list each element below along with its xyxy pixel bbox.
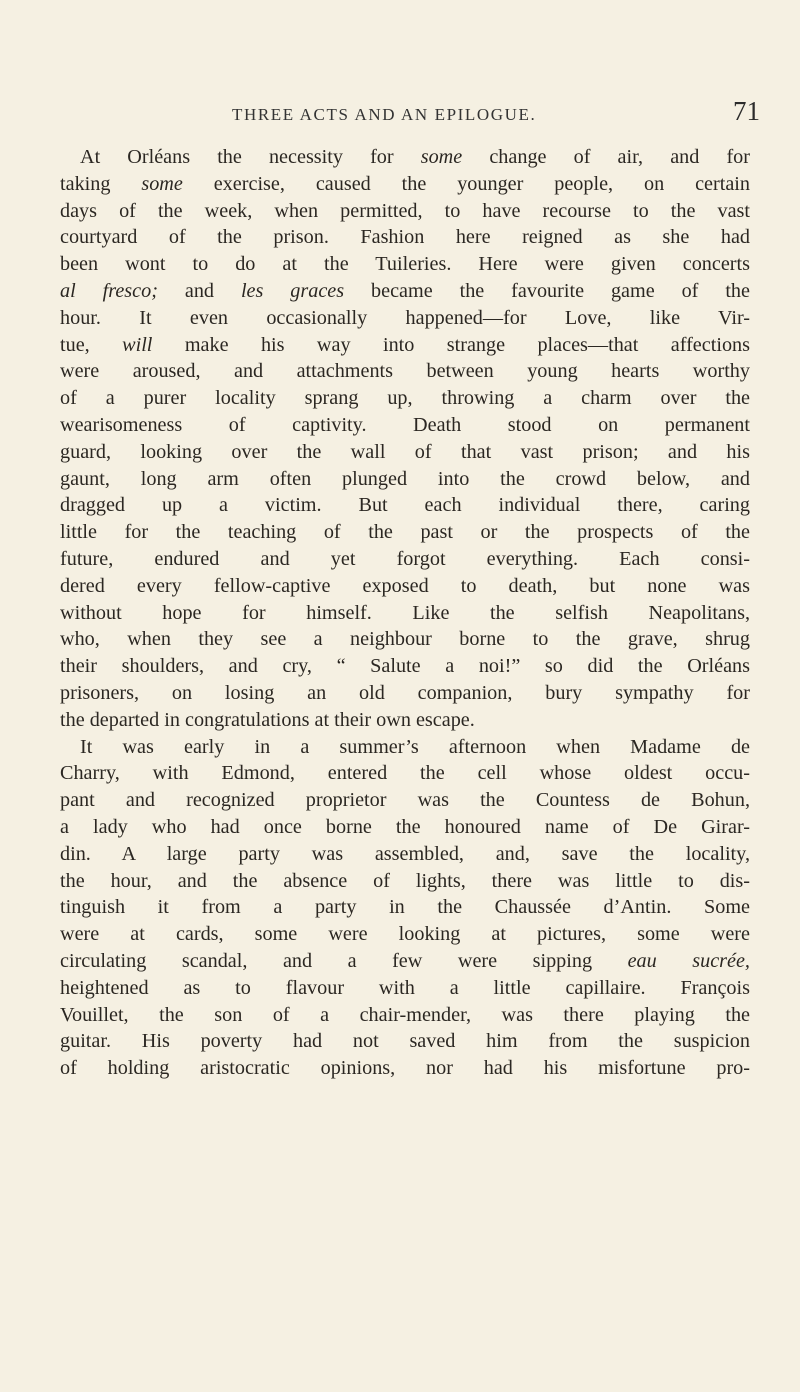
text-line [60,894,750,921]
text-run: dered every fellow-captive exposed to death, but none was [60,574,750,597]
text-run: guard, looking over the wall of that vast prison; and his [60,440,750,463]
text-run: of holding aristocratic opinions, nor had his misfortune pro- [60,1057,750,1080]
text-run: without hope for himself. Like the selfish Neapolitans, [60,601,750,624]
text-run: tue, [60,333,123,356]
text-line [60,412,750,439]
text-line [60,466,750,493]
text-line [60,814,750,841]
text-line [60,868,750,895]
text-line [60,144,750,171]
text-run: circulating scandal, and a few were sipping [60,949,628,972]
text-line [60,385,750,412]
body-text [60,144,750,1082]
text-run: prisoners, on losing an old companion, bury sympathy for [60,681,750,704]
text-run: future, endured and yet forgot everything. Each consi- [60,547,750,570]
text-line [60,1028,750,1055]
text-run: make his way into strange places—that affections [152,333,750,356]
text-run: the hour, and the absence of lights, there was little to dis- [60,869,750,892]
italic-text: eau sucrée, [627,949,750,972]
text-run: pant and recognized proprietor was the Countess de Bohun, [60,789,750,812]
italic-text: al fresco; [60,279,158,302]
text-line [60,573,750,600]
text-run: became the favourite game of the [344,279,750,302]
text-run: their shoulders, and cry, “ Salute a noi!” so did the Orléans [60,655,750,678]
text-line [60,198,750,225]
text-run: the departed in congratulations at their own escape. [60,708,475,731]
text-line [60,171,750,198]
text-line [60,332,750,359]
text-line [60,224,750,251]
text-run: and [157,279,241,302]
text-line [60,921,750,948]
text-run: Vouillet, the son of a chair-mender, was there playing the [60,1003,750,1026]
text-run: were aroused, and attachments between young hearts worthy [60,360,750,383]
text-run: wearisomeness of captivity. Death stood on permanent [60,413,750,436]
text-line [60,600,750,627]
text-line [60,492,750,519]
text-run: tinguish it from a party in the Chaussée d’Antin. Some [60,896,750,919]
text-line [60,305,750,332]
running-head [60,96,760,136]
text-run: gaunt, long arm often plunged into the crowd below, and [60,467,750,490]
text-line [60,358,750,385]
text-run: of a purer locality sprang up, throwing a charm over the [60,387,750,410]
text-line [60,251,750,278]
running-title: THREE ACTS AND AN EPILOGUE. [232,105,537,124]
page-number: 71 [733,96,760,126]
text-line [60,626,750,653]
text-run: exercise, caused the younger people, on certain [182,172,750,195]
text-run: taking [60,172,142,195]
text-line [60,707,750,734]
text-run: At Orléans the necessity for [80,146,421,168]
text-run: a lady who had once borne the honoured name of De Girar- [60,815,750,838]
italic-text: some [141,172,183,195]
text-run: days of the week, when permitted, to have recourse to the vast [60,199,750,222]
text-line [60,734,750,761]
text-run: change of air, and for [462,146,750,168]
text-line [60,948,750,975]
text-line [60,653,750,680]
text-run: hour. It even occasionally happened—for Love, like Vir- [60,306,750,329]
text-run: It was early in a summer’s afternoon when Madame de [80,735,750,758]
text-line [60,680,750,707]
text-run: Charry, with Edmond, entered the cell whose oldest occu- [60,762,750,785]
text-run: been wont to do at the Tuileries. Here were given concerts [60,253,750,276]
italic-text: will [122,333,153,356]
text-line [60,519,750,546]
text-line [60,787,750,814]
text-line [60,1002,750,1029]
text-line [60,278,750,305]
text-run: who, when they see a neighbour borne to the grave, shrug [60,628,750,651]
text-line [60,1055,750,1082]
text-line [60,841,750,868]
text-run: guitar. His poverty had not saved him from the suspicion [60,1030,750,1053]
text-run: heightened as to flavour with a little capillaire. François [60,976,750,999]
text-line [60,546,750,573]
text-run: were at cards, some were looking at pictures, some were [60,923,750,946]
text-run: courtyard of the prison. Fashion here reigned as she had [60,226,750,249]
italic-text: some [420,146,463,168]
text-line [60,760,750,787]
text-line [60,975,750,1002]
text-run: din. A large party was assembled, and, save the locality, [60,842,750,865]
text-run: little for the teaching of the past or the prospects of the [60,521,750,544]
text-run: dragged up a victim. But each individual there, caring [60,494,750,517]
italic-text: les graces [240,279,345,302]
text-line [60,439,750,466]
